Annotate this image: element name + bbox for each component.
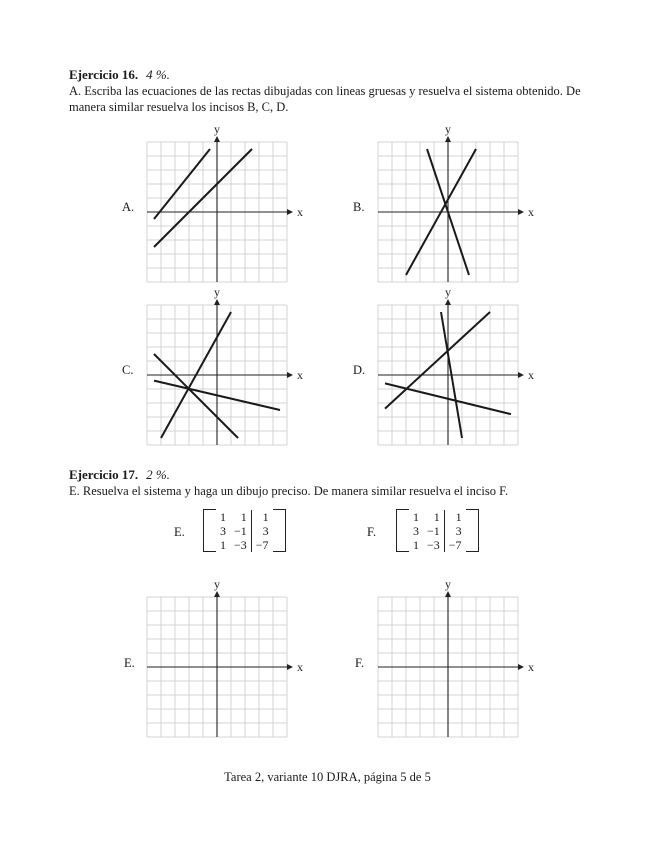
x-axis-label: x bbox=[528, 368, 534, 382]
matrix-f-right-bracket bbox=[466, 510, 479, 552]
x-axis-label: x bbox=[297, 660, 303, 674]
matrix-label-f: F. bbox=[367, 525, 377, 539]
exercise-16-text: A. Escriba las ecuaciones de las rectas dibujadas con lineas gruesas y resuelva el sistema obtenido. De manera similar resuelva los incisos B, C, D. bbox=[69, 84, 581, 114]
x-axis-arrow bbox=[287, 664, 293, 670]
x-axis-arrow bbox=[287, 372, 293, 378]
page-footer: Tarea 2, variante 10 DJRA, página 5 de 5 bbox=[224, 770, 431, 784]
matrix-e-cell: −3 bbox=[234, 537, 247, 552]
graph-label-e: E. bbox=[124, 656, 135, 670]
graph-label-b: B. bbox=[353, 200, 365, 214]
graph-c bbox=[147, 285, 303, 445]
x-axis-arrow bbox=[518, 209, 524, 215]
matrix-e-cell: −1 bbox=[234, 523, 247, 538]
x-axis-arrow bbox=[287, 209, 293, 215]
x-axis-arrow bbox=[518, 664, 524, 670]
matrix-e-left-bracket bbox=[204, 510, 217, 552]
x-axis-label: x bbox=[528, 205, 534, 219]
matrix-e-cell: 3 bbox=[251, 524, 272, 538]
matrix-e-cell: 1 bbox=[220, 537, 226, 552]
y-axis-arrow bbox=[445, 299, 451, 305]
matrix-e-cell: 1 bbox=[220, 509, 226, 524]
exercise-16-heading bbox=[69, 67, 170, 83]
graph-label-a: A. bbox=[122, 200, 135, 214]
matrix-f-cell: 3 bbox=[413, 523, 419, 538]
graph-f bbox=[378, 577, 534, 737]
graph-b bbox=[378, 122, 534, 282]
x-axis-label: x bbox=[528, 660, 534, 674]
matrix-f-cell: 1 bbox=[413, 509, 419, 524]
matrix-f-left-bracket bbox=[397, 510, 410, 552]
matrix-f-cell: −3 bbox=[427, 537, 440, 552]
exercise-17-title: Ejercicio 17. bbox=[69, 467, 139, 482]
y-axis-arrow bbox=[445, 136, 451, 142]
graph-d bbox=[378, 285, 534, 445]
exercise-17-heading bbox=[69, 467, 170, 483]
matrix-f-cell: −7 bbox=[444, 538, 465, 552]
matrix-e-cell: 1 bbox=[251, 510, 272, 524]
y-axis-label: y bbox=[445, 122, 451, 136]
graph-a bbox=[147, 122, 303, 282]
graph-e bbox=[147, 577, 303, 737]
matrix-f-cell: 1 bbox=[413, 537, 419, 552]
matrix-e-right-bracket bbox=[273, 510, 286, 552]
y-axis-label: y bbox=[214, 577, 220, 591]
matrix-e-cell: 1 bbox=[240, 509, 247, 524]
y-axis-label: y bbox=[214, 285, 220, 299]
x-axis-label: x bbox=[297, 368, 303, 382]
exercise-17-weight: 2 %. bbox=[146, 467, 170, 482]
matrix-f-cell: 3 bbox=[444, 524, 465, 538]
thick-line bbox=[385, 312, 490, 409]
y-axis-arrow bbox=[445, 591, 451, 597]
matrix-f bbox=[396, 509, 479, 552]
graph-label-d: D. bbox=[353, 363, 366, 377]
matrix-label-e: E. bbox=[174, 525, 185, 539]
graph-label-f: F. bbox=[355, 656, 365, 670]
y-axis-label: y bbox=[445, 577, 451, 591]
matrix-e bbox=[203, 509, 286, 552]
matrix-f-cell: 1 bbox=[444, 510, 465, 524]
exercise-16-title: Ejercicio 16. bbox=[69, 67, 139, 82]
y-axis-arrow bbox=[214, 299, 220, 305]
x-axis-arrow bbox=[518, 372, 524, 378]
thick-line bbox=[154, 354, 238, 438]
matrix-f-cell: 1 bbox=[433, 509, 440, 524]
exercise-17-text: E. Resuelva el sistema y haga un dibujo preciso. De manera similar resuelva el inciso F. bbox=[69, 484, 509, 498]
y-axis-label: y bbox=[445, 285, 451, 299]
y-axis-label: y bbox=[214, 122, 220, 136]
matrix-e-cell: 3 bbox=[220, 523, 226, 538]
matrix-f-cell: −1 bbox=[427, 523, 440, 538]
graph-label-c: C. bbox=[122, 363, 134, 377]
matrix-e-cell: −7 bbox=[251, 538, 272, 552]
x-axis-label: x bbox=[297, 205, 303, 219]
y-axis-arrow bbox=[214, 591, 220, 597]
y-axis-arrow bbox=[214, 136, 220, 142]
exercise-16-weight: 4 %. bbox=[146, 67, 170, 82]
